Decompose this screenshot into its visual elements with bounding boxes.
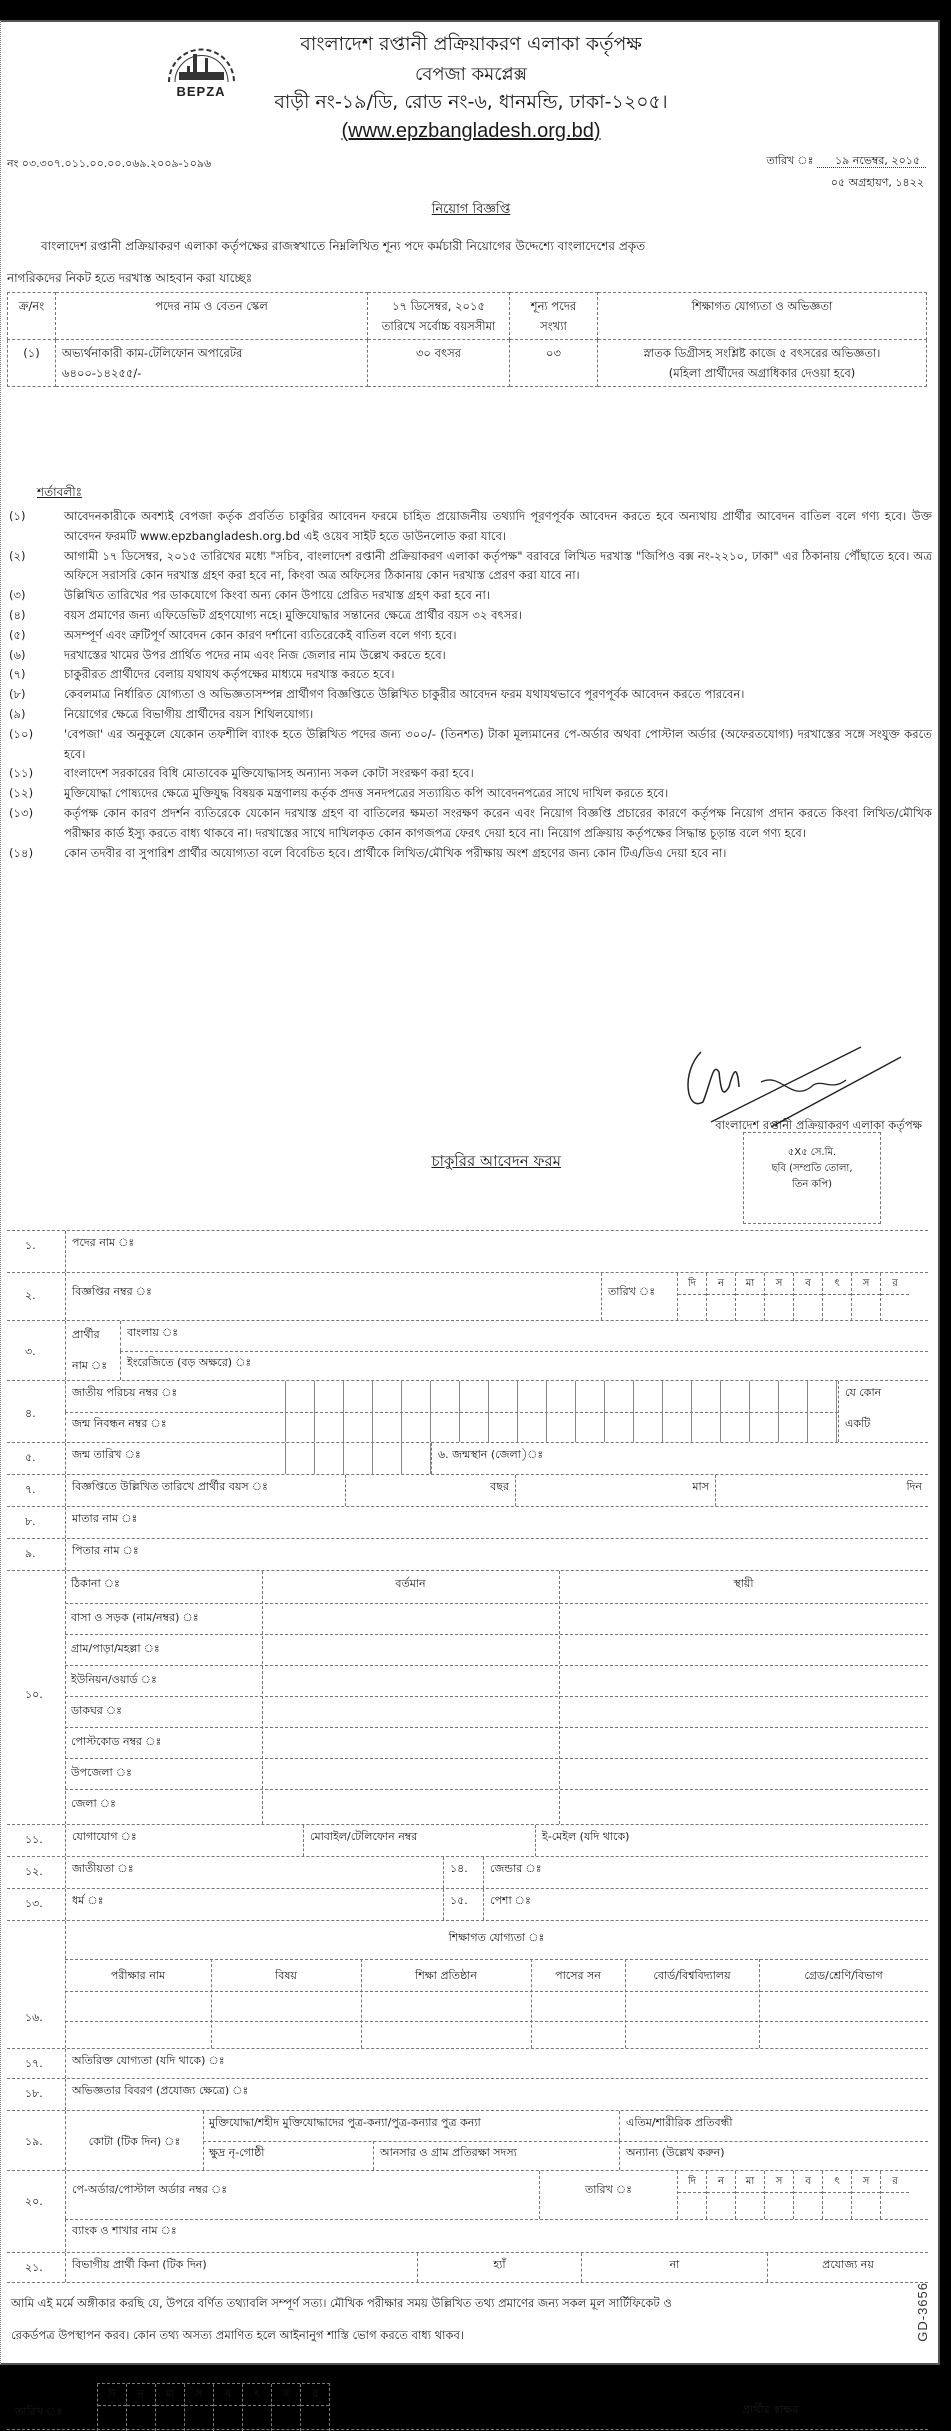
row-number: ৮. [25, 1515, 36, 1528]
pay-scale: ৬৪০০-১৪২৫৫/- [62, 366, 142, 380]
dob-digit-boxes[interactable] [257, 1443, 431, 1474]
option-label: মুক্তিযোদ্ধা/শহীদ মুক্তিযোদ্ধাদের পুত্র-কন্যা/পুত্র-কন্যার পুত্র কন্যা [209, 2116, 481, 2129]
field-label: জন্ম নিবন্ধন নম্বর ঃ [72, 1417, 167, 1430]
item-text: বাংলাদেশ সরকারের বিধি মোতাবেক মুক্তিযোদ্ধাসহ অন্যান্য সকল কোটা সংরক্ষণ করা হবে। [64, 766, 474, 781]
age-label [65, 1475, 345, 1506]
item-text: নিয়োগের ক্ষেত্রে বিভাগীয় প্রার্থীদের বয়স শিথিলযোগ্য। [64, 706, 314, 721]
list-item [7, 844, 932, 864]
row-number: ৭. [25, 1483, 36, 1496]
row-number: ১৪. [443, 1857, 483, 1888]
side-code: GD-3656 [915, 2282, 930, 2342]
item-text: অসম্পূর্ণ এবং ত্রুটিপূর্ণ আবেদন কোন কারণ দর্শানো ব্যতিরেকেই বাতিল বলে গণ্য হবে। [64, 627, 457, 642]
list-item [7, 606, 932, 626]
row-number: ২. [25, 1289, 36, 1302]
edu-col-year: পাসের সন [555, 1969, 601, 1982]
conditions-title: শর্তাবলীঃ [37, 485, 83, 499]
applicant-name-label [65, 1321, 120, 1380]
item-text: কর্তৃপক্ষ কোন কারণ প্রদর্শন ব্যতিরেকে যেকোন দরখাস্ত গ্রহণ বা বাতিলের ক্ষমতা সংরক্ষণ করেন এবং নিয়োগ বিজ্ঞপ্তি প্রচারের কারণে কর্তৃপক্ষ নিয়োগ প্রদান করতে কিংবা লিখিত/মৌখিক পরীক্ষার কার্ড ইস্যু করতে বাধ্য থাকবে না। দরখাস্তের সাথে দাখিলকৃত কোন কাগজপত্র ফেরৎ দেয়া হবে না। নিয়োগ প্রক্রিয়ায় কর্তৃপক্ষের সিদ্ধান্ত চূড়ান্ত বলে গণ্য হবে। [64, 805, 932, 840]
contact-label [65, 1825, 303, 1856]
form-row-father [7, 1538, 928, 1570]
form-row-extra-qualification [7, 2048, 928, 2078]
form-row-religion [7, 1888, 928, 1920]
birth-reg-label [65, 1412, 257, 1442]
name-bangla-field[interactable] [120, 1321, 928, 1351]
option-label: ক্ষুদ্র নৃ-গোষ্ঠী [209, 2146, 265, 2159]
row-number: ২১. [25, 2261, 43, 2274]
field-label: জাতীয়তা ঃ [72, 1862, 134, 1875]
birthplace-field[interactable] [431, 1443, 928, 1474]
departmental-no-option[interactable] [581, 2253, 767, 2282]
item-text: 'বেপজা' এর অনুকূলে যেকোন তফশীলি ব্যাংক হতে উল্লিখিত পদের জন্য ৩০০/- (তিনশত) টাকা মূল্যমানের পে-অর্ডার অথবা পোস্টাল অর্ডার (অফেরতযোগ্য) দরখাস্তের সঙ্গে সংযুক্ত করতে হবে। [64, 726, 932, 761]
age-month-field[interactable] [515, 1475, 715, 1506]
field-label: মাতার নাম ঃ [72, 1512, 138, 1525]
field-label: ই-মেইল (যদি থাকে) [542, 1830, 630, 1843]
item-number: (৪) [9, 607, 26, 622]
date-box: স [765, 2171, 793, 2193]
dob-label [65, 1443, 257, 1474]
jobs-table-header [8, 293, 927, 340]
org-name: বাংলাদেশ রপ্তানী প্রক্রিয়াকরণ এলাকা কর্তৃপক্ষ [300, 33, 642, 55]
field-label: তারিখ ঃ [608, 1285, 656, 1298]
edu-col-subject: বিষয় [275, 1969, 297, 1982]
issue-date [766, 152, 926, 171]
field-label: যোগাযোগ ঃ [72, 1830, 137, 1843]
row-number: ১৭. [25, 2057, 43, 2070]
date-box: স [765, 1273, 793, 1295]
circular-date-label [601, 1273, 677, 1320]
date-label: তারিখ ঃ [766, 154, 814, 167]
list-item [7, 804, 932, 844]
father-name-field[interactable] [65, 1539, 928, 1570]
address-label: ঠিকানা ঃ [71, 1577, 120, 1590]
list-item [7, 665, 932, 685]
list-item [7, 784, 932, 804]
payorder-number-field[interactable] [65, 2171, 539, 2219]
edu-col-board: বোর্ড/বিশ্ববিদ্যালয় [653, 1969, 731, 1982]
item-text: চাকুরীরত প্রার্থীদের বেলায় যথাযথ কর্তৃপক্ষের মাধ্যমে দরখাস্ত করতে হবে। [64, 667, 395, 682]
row-number: ৩. [25, 1345, 36, 1358]
date-gregorian: ১৯ নভেম্বর, ২০১৫ [817, 154, 926, 168]
field-label: পদের নাম ঃ [72, 1236, 135, 1249]
item-number: (১১) [9, 766, 34, 781]
edu-col-institution: শিক্ষা প্রতিষ্ঠান [415, 1969, 477, 1982]
declaration-line-1: আমি এই মর্মে অঙ্গীকার করছি যে, উপরে বর্ণিত তথ্যাবলি সম্পূর্ণ সত্য। মৌখিক পরীক্ষার সময় উল্লিখিত তথ্য প্রমাণের জন্য সকল মূল সার্টিফিকেট ও [11, 2296, 672, 2310]
date-bangla: ০৫ অগ্রহায়ণ, ১৪২২ [830, 176, 924, 189]
item-text: আগামী ১৭ ডিসেম্বর, ২০১৫ তারিখের মধ্যে "সচিব, বাংলাদেশ রপ্তানী প্রক্রিয়াকরণ এলাকা কর্তৃপক্ষ" বরাবরে লিখিত দরখাস্ত "জিপিও বক্স নং-২২১০, ঢাকা" এর ঠিকানায় পৌঁছাতে হবে। অত্র অফিসে সরাসরি কোন দরখাস্ত গ্রহণ করা হবে না, কিংবা অত্র অফিসের ঠিকানায় কোন দরখাস্ত প্রেরণ করা যাবে না। [64, 548, 932, 583]
permanent-address-header: স্থায়ী [733, 1577, 754, 1590]
date-box: স [272, 2384, 300, 2406]
extra-qualification-field[interactable] [65, 2049, 928, 2078]
quota-option-ansar[interactable] [373, 2141, 619, 2170]
any-one-note [838, 1381, 928, 1442]
nid-digit-boxes[interactable] [257, 1381, 838, 1442]
date-box: ৎ [823, 1273, 851, 1295]
item-number: (৬) [9, 647, 26, 662]
occupation-field[interactable] [483, 1889, 928, 1920]
option-label: না [669, 2258, 680, 2271]
item-number: (১০) [9, 726, 34, 741]
field-label: মোবাইল/টেলিফোন নম্বর [310, 1830, 418, 1843]
experience-field[interactable] [65, 2079, 928, 2110]
col-post: পদের নাম ও বেতন স্কেল [56, 293, 368, 340]
note-text: যে কোন [845, 1386, 882, 1399]
quota-option-other[interactable] [619, 2141, 928, 2170]
field-label: বিজ্ঞপ্তির নম্বর ঃ [72, 1285, 152, 1298]
item-number: (২) [9, 548, 26, 563]
qualification-text: স্নাতক ডিগ্রীসহ সংশ্লিষ্ট কাজে ৫ বৎসরের অভিজ্ঞতা। [643, 346, 881, 360]
date-box: ব [794, 1273, 822, 1295]
post-office-label: ডাকঘর ঃ [71, 1704, 123, 1717]
row-number: ৪. [25, 1407, 36, 1420]
date-box: দি [678, 1273, 706, 1295]
item-number: (৩) [9, 588, 26, 603]
date-box: মা [736, 1273, 764, 1295]
org-address: বাড়ী নং-১৯/ডি, রোড নং-৬, ধানমন্ডি, ঢাকা-১২০৫। [274, 91, 668, 113]
option-label: হ্যাঁ [493, 2258, 506, 2271]
field-label: নাম ঃ [72, 1359, 108, 1372]
memo-number: নং ০৩.৩০৭.০১১.০০.০০.০৬৯.২০০৯-১০৯৬ [7, 157, 212, 170]
field-label: অতিরিক্ত যোগ্যতা (যদি থাকে) ঃ [72, 2054, 225, 2067]
list-item [7, 626, 932, 646]
departmental-yes-option[interactable] [417, 2253, 581, 2282]
website-link[interactable]: (www.epzbangladesh.org.bd) [341, 120, 601, 142]
field-label: পিতার নাম ঃ [72, 1544, 139, 1557]
photo-copies: তিন কপি) [791, 1179, 833, 1190]
form-title [1, 1150, 561, 1175]
row-number: ৬. [438, 1448, 449, 1461]
date-box: স [185, 2384, 213, 2406]
item-text: উল্লিখিত তারিখের পর ডাকযোগে কিংবা অন্য কোন উপায়ে প্রেরিত দরখাস্ত গ্রহণ করা হবে না। [64, 588, 490, 603]
photo-size: ৫X৫ সে.মি. [787, 1147, 837, 1158]
quota-option-orphan-disabled[interactable] [619, 2111, 928, 2141]
gender-field[interactable] [483, 1857, 928, 1888]
application-form [7, 1230, 928, 2430]
date-box: ন [707, 2171, 735, 2193]
qualification-note: (মহিলা প্রার্থীদের অগ্রাধিকার দেওয়া হবে) [668, 366, 856, 380]
form-row-departmental [7, 2252, 928, 2282]
date-box: মা [736, 2171, 764, 2193]
field-label: জেন্ডার ঃ [490, 1862, 542, 1875]
field-label: দিন [906, 1480, 922, 1493]
row-number: ৯. [25, 1547, 36, 1560]
email-field[interactable] [535, 1825, 928, 1856]
date-box: দি [678, 2171, 706, 2193]
date-box: ৎ [243, 2384, 271, 2406]
field-label: জন্মস্থান (জেলা)ঃ [452, 1448, 544, 1461]
date-box: র [881, 1273, 909, 1295]
field-label: প্রার্থীর [72, 1328, 100, 1341]
row-number: ১৯. [25, 2135, 43, 2148]
post-name: অভ্যর্থনাকারী কাম-টেলিফোন অপারেটর [62, 346, 243, 360]
col-vacancy: শূন্য পদের সংখ্যা [510, 293, 598, 340]
svg-text:BEPZA: BEPZA [176, 84, 226, 99]
circular-date-boxes[interactable] [677, 1273, 909, 1321]
date-box: ন [127, 2384, 155, 2406]
row-number: ১১. [25, 1833, 43, 1846]
row-number: ২০. [25, 2195, 43, 2208]
field-label: বাংলায় ঃ [127, 1326, 179, 1339]
item-text: কেবলমাত্র নির্ধারিত যোগ্যতা ও অভিজ্ঞতাসম্পন্ন প্রার্থীগণ বিজ্ঞপ্তিতে উল্লিখিত চাকুরীর আবেদন ফরম যথাযথভাবে পূরণপূর্বক আবেদন করতে পারবেন। [64, 687, 745, 702]
item-number: (১) [9, 509, 26, 523]
list-item [7, 725, 932, 765]
date-box: ন [707, 1273, 735, 1295]
item-number: (৭) [9, 667, 26, 682]
date-box: ৎ [823, 2171, 851, 2193]
name-english-field[interactable] [120, 1351, 928, 1380]
footer-date-boxes[interactable] [97, 2383, 330, 2431]
postcode-label: পোস্টকোড নম্বর ঃ [71, 1735, 162, 1748]
field-label: বিজ্ঞপ্তিতে উল্লিখিত তারিখে প্রার্থীর বয়স ঃ [72, 1480, 268, 1493]
mother-name-field[interactable] [65, 1507, 928, 1538]
date-box: দি [98, 2384, 126, 2406]
notice-intro [7, 230, 921, 294]
item-number: (১৩) [9, 805, 34, 820]
document-page [0, 20, 940, 2418]
row-number: ১৮. [25, 2087, 43, 2100]
form-row-mother [7, 1506, 928, 1538]
field-label: জাতীয় পরিচয় নম্বর ঃ [72, 1386, 178, 1399]
field-label: বিভাগীয় প্রার্থী কিনা (টিক দিন) [72, 2258, 207, 2271]
note-text: একটি [845, 1417, 871, 1430]
item-number: (৫) [9, 627, 26, 642]
age-year-field[interactable] [345, 1475, 515, 1506]
row-number: ১৬. [25, 2011, 43, 2024]
field-label: পে-অর্ডার/পোস্টাল অর্ডার নম্বর ঃ [72, 2183, 228, 2196]
form-declaration [7, 2282, 928, 2430]
row-vacancy: ০৩ [510, 340, 598, 387]
form-row-birth [7, 1442, 928, 1474]
age-day-field[interactable] [715, 1475, 928, 1506]
date-box: র [881, 2171, 909, 2193]
col-serial: ক্র/নং [8, 293, 56, 340]
list-item [7, 685, 932, 705]
photo-box [743, 1132, 881, 1224]
row-age: ৩০ বৎসর [368, 340, 510, 387]
form-row-post-name [7, 1230, 928, 1272]
photo-desc: ছবি (সম্প্রতি তোলা, [771, 1163, 853, 1174]
intro-line-2: নাগরিকদের নিকট হতে দরখাস্ত আহবান করা যাচ্ছেঃ [7, 271, 253, 285]
field-label: ব্যাংক ও শাখার নাম ঃ [72, 2224, 177, 2237]
row-number: ১০. [25, 1688, 43, 1701]
nationality-field[interactable] [65, 1857, 443, 1888]
bank-branch-field[interactable] [65, 2219, 928, 2252]
field-label: ইংরেজিতে (বড় অক্ষরে) ঃ [127, 1356, 252, 1369]
edu-col-exam: পরীক্ষার নাম [110, 1969, 166, 1982]
item-number: (৯) [9, 706, 26, 721]
signatory-label: বাংলাদেশ রপ্তানী প্রক্রিয়াকরণ এলাকা কর্তৃপক্ষ [715, 1118, 922, 1132]
education-title: শিক্ষাগত যোগ্যতা ঃ [448, 1931, 545, 1944]
form-row-nationality [7, 1856, 928, 1888]
form-row-contact [7, 1824, 928, 1856]
option-label: প্রযোজ্য নয় [822, 2258, 874, 2271]
row-number: ৫. [25, 1451, 36, 1464]
form-row-address [7, 1570, 928, 1824]
declaration-line-2: রেকর্ডপত্র উপস্থাপন করব। কোন তথ্য অসত্য প্রমাণিত হলে আইনানুগ শাস্তি ভোগ করতে বাধ্য থাকব। [11, 2328, 465, 2342]
item-number: (১২) [9, 786, 34, 801]
date-box: র [301, 2384, 329, 2406]
item-text: দরখাস্তের খামের উপর প্রার্থিত পদের নাম এবং নিজ জেলার নাম উল্লেখ করতে হবে। [64, 647, 446, 662]
form-row-education [7, 1920, 928, 2048]
nid-label [65, 1381, 257, 1412]
item-text: আবেদনকারীকে অবশ্যই বেপজা কর্তৃক প্রবর্তিত চাকুরির আবেদন ফরমে চাহিত প্রয়োজনীয় তথ্যাদি পূরণপূর্বক আবেদন করতে হবে অন্যথায় প্রার্থীর আবেদন বাতিল বলে গণ্য হবে। উক্ত আবেদন ফরমটি www.epzbangladesh.org.bd এই ওয়েব সাইট হতে ডাউনলোড করা যাবে। [64, 509, 932, 543]
religion-field[interactable] [65, 1889, 443, 1920]
row-number: ১৫. [443, 1889, 483, 1920]
departmental-label [65, 2253, 417, 2282]
item-text: কোন তদবীর বা সুপারিশ প্রার্থীর অযোগ্যতা বলে বিবেচিত হবে। প্রার্থীকে লিখিত/মৌখিক পরীক্ষায় অংশ গ্রহণের জন্য কোন টিএ/ডিএ দেয়া হবে না। [64, 845, 727, 860]
district-label: জেলা ঃ [71, 1797, 116, 1810]
list-item [7, 507, 932, 547]
option-label: এতিম/শারীরিক প্রতিবন্ধী [626, 2116, 733, 2129]
list-item [7, 547, 932, 587]
row-number: ১৩. [25, 1897, 43, 1910]
field-label: মাস [692, 1480, 709, 1493]
footer-date-label: তারিখ ঃ [15, 2405, 63, 2418]
quota-option-freedom-fighter[interactable] [203, 2111, 619, 2141]
form-row-id [7, 1380, 928, 1442]
upazila-label: উপজেলা ঃ [71, 1766, 132, 1779]
intro-line-1: বাংলাদেশ রপ্তানী প্রক্রিয়াকরণ এলাকা কর্তৃপক্ষের রাজস্বখাতে নিম্নলিখিত শূন্য পদে কর্মচারী নিয়োগের উদ্দেশ্যে বাংলাদেশের প্রকৃত [41, 239, 646, 253]
quota-label [65, 2111, 203, 2170]
payorder-date-label [539, 2171, 677, 2219]
option-label: অন্যান্য (উল্লেখ করুন) [626, 2146, 725, 2159]
list-item [7, 705, 932, 725]
notice-title: নিয়োগ বিজ্ঞপ্তি [431, 202, 511, 217]
form-row-circular [7, 1272, 928, 1320]
village-label: গ্রাম/পাড়া/মহল্লা ঃ [71, 1642, 160, 1655]
quota-option-ethnic[interactable] [203, 2141, 373, 2170]
conditions-list [7, 507, 932, 863]
row-serial: (১) [8, 340, 56, 387]
item-text: বয়স প্রমাণের জন্য এফিডেভিট গ্রহণযোগ্য নহে। মুক্তিযোদ্ধার সন্তানের ক্ষেত্রে প্রার্থীর বয়স ৩২ বৎসর। [64, 607, 522, 622]
departmental-na-option[interactable] [767, 2253, 928, 2282]
union-ward-label: ইউনিয়ন/ওয়ার্ড ঃ [71, 1673, 157, 1686]
post-name-field[interactable] [65, 1231, 928, 1272]
col-age: ১৭ ডিসেম্বর, ২০১৫ তারিখে সর্বোচ্চ বয়সসীমা [368, 293, 510, 340]
field-label: জন্ম তারিখ ঃ [72, 1448, 141, 1461]
form-row-payorder [7, 2170, 928, 2252]
form-title-text: চাকুরির আবেদন ফরম [431, 1152, 561, 1170]
declaration-text [11, 2287, 924, 2351]
item-number: (১৪) [9, 845, 34, 860]
col-qualification: শিক্ষাগত যোগ্যতা ও অভিজ্ঞতা [598, 293, 927, 340]
complex-name: বেপজা কমপ্লেক্স [415, 64, 527, 85]
field-label: কোটা (টিক দিন) ঃ [88, 2135, 181, 2148]
row-qualification [598, 340, 927, 387]
present-address-header: বর্তমান [395, 1577, 426, 1590]
circular-number-field[interactable] [65, 1273, 601, 1320]
field-label: অভিজ্ঞতার বিবরণ (প্রযোজ্য ক্ষেত্রে) ঃ [72, 2084, 249, 2097]
table-row [8, 340, 927, 387]
phone-field[interactable] [303, 1825, 535, 1856]
list-item [7, 646, 932, 666]
date-box: ব [794, 2171, 822, 2193]
row-number: ১. [25, 1239, 36, 1252]
field-label: তারিখ ঃ [584, 2183, 633, 2196]
field-label: পেশা ঃ [490, 1894, 531, 1907]
form-row-quota [7, 2110, 928, 2170]
payorder-date-boxes[interactable] [677, 2171, 909, 2219]
field-label: বছর [490, 1480, 509, 1493]
date-box: ব [214, 2384, 242, 2406]
row-post [56, 340, 368, 387]
house-road-label: বাসা ও সড়ক (নাম/নম্বর) ঃ [71, 1611, 199, 1624]
field-label: ধর্ম ঃ [72, 1894, 104, 1907]
option-label: আনসার ও গ্রাম প্রতিরক্ষা সদস্য [380, 2146, 517, 2159]
item-text: মুক্তিযোদ্ধা পোষ্যদের ক্ষেত্রে মুক্তিযুদ্ধ বিষয়ক মন্ত্রণালয় কর্তৃক প্রদত্ত সনদপত্রের সত্যায়িত কপি আবেদনপত্রের সাথে দাখিল করতে হবে। [64, 786, 669, 801]
form-row-experience [7, 2078, 928, 2110]
edu-col-grade: গ্রেড/শ্রেণি/বিভাগ [804, 1969, 883, 1982]
jobs-table [7, 292, 927, 387]
form-row-age [7, 1474, 928, 1506]
date-box: স [852, 2171, 880, 2193]
date-box: মা [156, 2384, 184, 2406]
row-number: ১২. [25, 1865, 43, 1878]
item-number: (৮) [9, 687, 26, 702]
list-item [7, 586, 932, 606]
applicant-signature-label: প্রার্থীর স্বাক্ষর [742, 2403, 799, 2416]
list-item [7, 764, 932, 784]
form-row-applicant-name [7, 1320, 928, 1380]
date-box: স [852, 1273, 880, 1295]
